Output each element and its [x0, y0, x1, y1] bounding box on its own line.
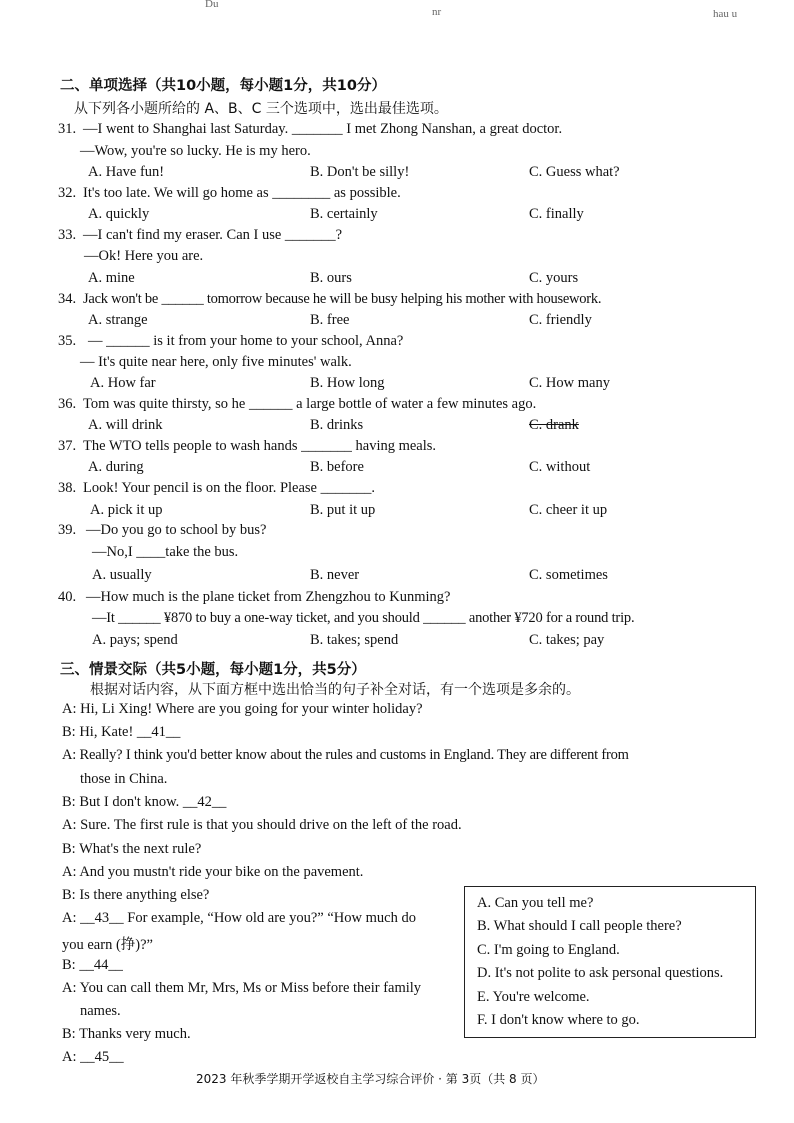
option-c: C. takes; pay: [529, 632, 605, 648]
dialogue-line: B: But I don't know. __42__: [62, 794, 227, 810]
option-c: C. friendly: [529, 312, 592, 328]
question-stem: The WTO tells people to wash hands _______ having meals.: [83, 438, 437, 454]
option-a: A. usually: [92, 567, 152, 583]
dialogue-line: A: And you mustn't ride your bike on the pavement.: [62, 864, 364, 880]
question-stem: Tom was quite thirsty, so he ______ a large bottle of water a few minutes ago.: [83, 396, 537, 412]
question-reply: —Ok! Here you are.: [84, 248, 204, 264]
box-option-f: F. I don't know where to go.: [477, 1012, 640, 1028]
dialogue-line: B: Is there anything else?: [62, 887, 210, 903]
option-c: C. without: [529, 459, 591, 475]
dialogue-line: A: Sure. The first rule is that you should drive on the left of the road.: [62, 817, 462, 833]
header-fragment-center: nr: [432, 6, 442, 18]
question-number: 32.: [58, 185, 77, 201]
dialogue-line: B: Hi, Kate! __41__: [62, 724, 181, 740]
question-stem: It's too late. We will go home as ________ as possible.: [83, 185, 401, 201]
option-b: B. takes; spend: [310, 632, 399, 648]
option-c: C. yours: [529, 270, 579, 286]
question-number: 40.: [58, 589, 77, 605]
question-stem: —I went to Shanghai last Saturday. _______ I met Zhong Nanshan, a great doctor.: [83, 121, 563, 137]
dialogue-line: A: __45__: [62, 1049, 124, 1065]
option-a: A. pays; spend: [92, 632, 178, 648]
option-b: B. free: [310, 312, 350, 328]
box-option-a: A. Can you tell me?: [477, 895, 594, 911]
option-a: A. strange: [88, 312, 148, 328]
option-b: B. certainly: [310, 206, 378, 222]
option-b: B. Don't be silly!: [310, 164, 410, 180]
option-b: B. How long: [310, 375, 385, 391]
dialogue-line: B: __44__: [62, 957, 123, 973]
question-stem: Jack won't be ______ tomorrow because he will be busy helping his mother with housework.: [83, 291, 602, 307]
question-number: 31.: [58, 121, 77, 137]
option-a: A. pick it up: [90, 502, 163, 518]
question-number: 33.: [58, 227, 77, 243]
header-fragment-left: Du: [205, 0, 219, 10]
question-number: 34.: [58, 291, 77, 307]
dialogue-line: A: You can call them Mr, Mrs, Ms or Miss before their family: [62, 980, 422, 996]
section3-instruction: 根据对话内容，从下面方框中选出恰当的句子补全对话，有一个选项是多余的。: [90, 682, 580, 698]
question-reply: —It ______ ¥870 to buy a one-way ticket, and you should ______ another ¥720 for a round trip.: [92, 610, 635, 626]
box-option-e: E. You're welcome.: [477, 989, 590, 1005]
question-reply: — It's quite near here, only five minutes' walk.: [80, 354, 352, 370]
question-stem: — ______ is it from your home to your school, Anna?: [88, 333, 404, 349]
header-fragment-right: hau u: [713, 8, 738, 20]
dialogue-line: names.: [80, 1003, 121, 1019]
option-c: C. How many: [529, 375, 610, 391]
option-c: C. sometimes: [529, 567, 608, 583]
option-c: C. Guess what?: [529, 164, 620, 180]
dialogue-line: those in China.: [80, 771, 168, 787]
question-number: 36.: [58, 396, 77, 412]
option-a: A. How far: [90, 375, 156, 391]
option-a: A. Have fun!: [88, 164, 165, 180]
dialogue-line: you earn (挣)?”: [62, 937, 153, 953]
option-a: A. mine: [88, 270, 135, 286]
dialogue-line: A: __43__ For example, “How old are you?” “How much do: [62, 910, 416, 926]
option-b: B. drinks: [310, 417, 364, 433]
question-number: 37.: [58, 438, 77, 454]
dialogue-line: A: Really? I think you'd better know about the rules and customs in England. They are different from: [62, 747, 629, 763]
dialogue-line: B: Thanks very much.: [62, 1026, 191, 1042]
section2-heading: 二、单项选择（共10小题，每小题1分，共10分）: [60, 78, 386, 94]
section3-heading: 三、情景交际（共5小题，每小题1分，共5分）: [60, 662, 366, 678]
question-number: 38.: [58, 480, 77, 496]
question-stem: Look! Your pencil is on the floor. Please _______.: [83, 480, 375, 496]
option-c: C. finally: [529, 206, 584, 222]
page-footer: 2023 年秋季学期开学返校自主学习综合评价 · 第 3页（共 8 页）: [196, 1072, 545, 1086]
question-reply: —No,I ____take the bus.: [92, 544, 239, 560]
option-b: B. before: [310, 459, 364, 475]
dialogue-line: B: What's the next rule?: [62, 841, 202, 857]
question-number: 35.: [58, 333, 77, 349]
options-box: [464, 886, 756, 1038]
section2-instruction: 从下列各小题所给的 A、B、C 三个选项中，选出最佳选项。: [74, 101, 448, 117]
box-option-b: B. What should I call people there?: [477, 918, 682, 934]
option-b: B. ours: [310, 270, 352, 286]
box-option-d: D. It's not polite to ask personal questions.: [477, 965, 724, 981]
option-b: B. never: [310, 567, 360, 583]
dialogue-line: A: Hi, Li Xing! Where are you going for your winter holiday?: [62, 701, 423, 717]
option-a: A. during: [88, 459, 144, 475]
question-number: 39.: [58, 522, 77, 538]
option-a: A. will drink: [88, 417, 163, 433]
option-c-crossed: C. drank: [529, 417, 579, 433]
box-option-c: C. I'm going to England.: [477, 942, 620, 958]
option-a: A. quickly: [88, 206, 150, 222]
question-stem: —I can't find my eraser. Can I use _______?: [83, 227, 343, 243]
option-c: C. cheer it up: [529, 502, 608, 518]
option-b: B. put it up: [310, 502, 376, 518]
question-stem: —How much is the plane ticket from Zhengzhou to Kunming?: [86, 589, 451, 605]
question-reply: —Wow, you're so lucky. He is my hero.: [80, 143, 311, 159]
question-stem: —Do you go to school by bus?: [86, 522, 267, 538]
